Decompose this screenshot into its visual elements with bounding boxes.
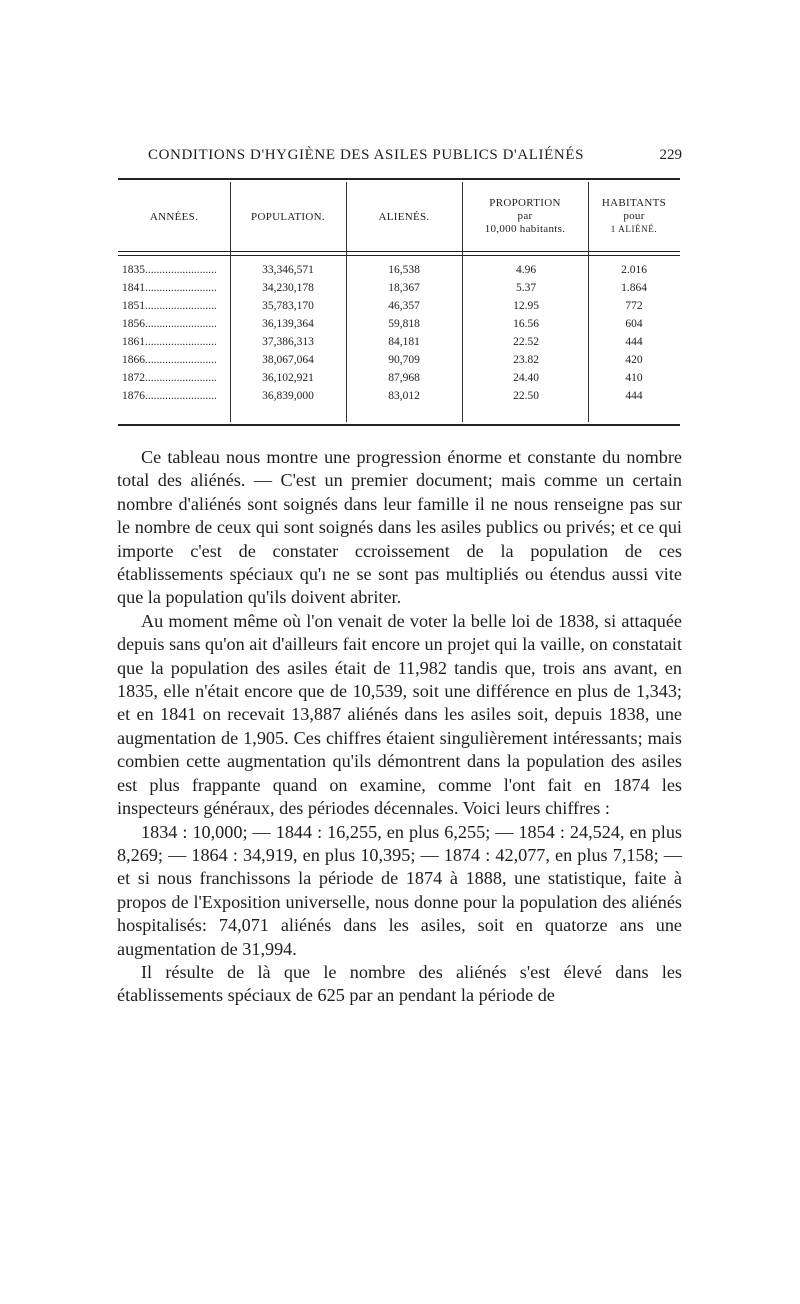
cell-habitants: 1.864 xyxy=(621,282,647,294)
cell-year: 1866......................... xyxy=(122,354,217,366)
cell-year: 1851......................... xyxy=(122,300,217,312)
body-text xyxy=(117,446,682,1008)
col-header-habitants xyxy=(588,197,680,236)
running-title: CONDITIONS D'HYGIÈNE DES ASILES PUBLICS D'ALIÉNÉS xyxy=(148,147,585,163)
cell-proportion: 12.95 xyxy=(513,300,539,312)
cell-alienes: 83,012 xyxy=(388,390,420,402)
table-row xyxy=(118,298,680,315)
cell-habitants: 444 xyxy=(625,390,643,402)
col-header-habitants-line2: pour xyxy=(623,210,645,222)
col-header-proportion xyxy=(462,197,588,236)
cell-habitants: 420 xyxy=(625,354,643,366)
cell-habitants: 604 xyxy=(625,318,643,330)
paragraph: 1834 : 10,000; — 1844 : 16,255, en plus 6,255; — 1854 : 24,524, en plus 8,269; — 1864 : 34,919, en plus 10,395; — 1874 : 42,077, en plus 7,158; — et si nous franchissons la période de 1874 à 1888, une statistique, faite à propos de l'Exposition universelle, nous donne pour la population des aliénés hospitalisés: 74,071 aliénés dans les asiles, soit en quatorze ans une augmentation de 31,994. xyxy=(117,821,682,959)
table-row xyxy=(118,370,680,387)
cell-population: 33,346,571 xyxy=(262,264,314,276)
cell-proportion: 22.50 xyxy=(513,390,539,402)
cell-year: 1876......................... xyxy=(122,390,217,402)
cell-proportion: 16.56 xyxy=(513,318,539,330)
cell-year: 1841......................... xyxy=(122,282,217,294)
col-header-proportion-line3: 10,000 habitants. xyxy=(484,223,566,235)
cell-alienes: 16,538 xyxy=(388,264,420,276)
cell-population: 36,839,000 xyxy=(262,390,314,402)
cell-proportion: 22.52 xyxy=(513,336,539,348)
table-row xyxy=(118,316,680,333)
table-top-rule xyxy=(118,178,680,180)
table-header-rule xyxy=(118,251,680,252)
table-row xyxy=(118,280,680,297)
statistics-table xyxy=(118,178,680,428)
col-header-habitants-line3: 1 ALIÉNÉ. xyxy=(610,224,658,234)
col-header-annees: ANNÉES. xyxy=(149,211,199,223)
table-row xyxy=(118,262,680,279)
cell-population: 36,139,364 xyxy=(262,318,314,330)
cell-habitants: 2.016 xyxy=(621,264,647,276)
cell-proportion: 4.96 xyxy=(515,264,537,276)
table-bottom-rule xyxy=(118,424,680,426)
cell-alienes: 59,818 xyxy=(388,318,420,330)
table-row xyxy=(118,388,680,405)
cell-habitants: 410 xyxy=(625,372,643,384)
col-header-population: POPULATION. xyxy=(251,211,325,223)
col-header-proportion-line2: par xyxy=(517,210,533,222)
cell-year: 1872......................... xyxy=(122,372,217,384)
col-header-habitants-line1: HABITANTS xyxy=(601,197,667,209)
cell-alienes: 87,968 xyxy=(388,372,420,384)
cell-population: 35,783,170 xyxy=(262,300,314,312)
col-header-alienes: ALIENÉS. xyxy=(378,211,430,223)
cell-alienes: 18,367 xyxy=(388,282,420,294)
table-row xyxy=(118,334,680,351)
running-header xyxy=(120,147,682,167)
table-header-rule-double xyxy=(118,255,680,256)
cell-alienes: 84,181 xyxy=(388,336,420,348)
paragraph: Il résulte de là que le nombre des aliénés s'est élevé dans les établissements spéciaux de 625 par an pendant la période de xyxy=(117,961,682,1006)
col-header-proportion-line1: PROPORTION xyxy=(489,197,561,209)
cell-alienes: 90,709 xyxy=(388,354,420,366)
cell-habitants: 444 xyxy=(625,336,643,348)
paragraph: Ce tableau nous montre une progression énorme et constante du nombre total des aliénés. — C'est un premier document; mais comme un certain nombre d'aliénés sont soignés dans leur famille il ne nous renseigne pas sur le nombre de ceux qui sont soignés dans les asiles publics ou privés; et ce qui importe c'est de constater ccroissement de la population de ces établissements spéciaux qu'ı ne se sont pas multipliés ou étendus aussi vite que la population qu'ils doivent abriter. xyxy=(117,447,682,608)
cell-year: 1856......................... xyxy=(122,318,217,330)
cell-alienes: 46,357 xyxy=(388,300,420,312)
cell-proportion: 5.37 xyxy=(515,282,537,294)
cell-population: 38,067,064 xyxy=(262,354,314,366)
paragraph: Au moment même où l'on venait de voter la belle loi de 1838, si attaquée depuis sans qu'on ait d'ailleurs fait encore un projet qui la vaille, on constatait que la population des asiles était de 11,982 tandis que, trois ans avant, en 1835, elle n'était encore que de 10,539, soit une différence en plus de 1,343; et en 1841 on recevait 13,887 aliénés dans les asiles soit, depuis 1838, une augmentation de 1,905. Ces chiffres étaient singulièrement intéressants; mais combien cette augmentation qu'ils démontrent dans la population des asiles est plus frappante quand on examine, comme l'ont fait en 1874 les inspecteurs généraux, des périodes décennales. Voici leurs chiffres : xyxy=(117,610,682,819)
cell-year: 1835......................... xyxy=(122,264,217,276)
cell-population: 34,230,178 xyxy=(262,282,314,294)
cell-proportion: 23.82 xyxy=(513,354,539,366)
cell-proportion: 24.40 xyxy=(513,372,539,384)
cell-population: 37,386,313 xyxy=(262,336,314,348)
cell-year: 1861......................... xyxy=(122,336,217,348)
cell-population: 36,102,921 xyxy=(262,372,314,384)
table-row xyxy=(118,352,680,369)
cell-habitants: 772 xyxy=(625,300,643,312)
page-number: 229 xyxy=(659,147,682,163)
